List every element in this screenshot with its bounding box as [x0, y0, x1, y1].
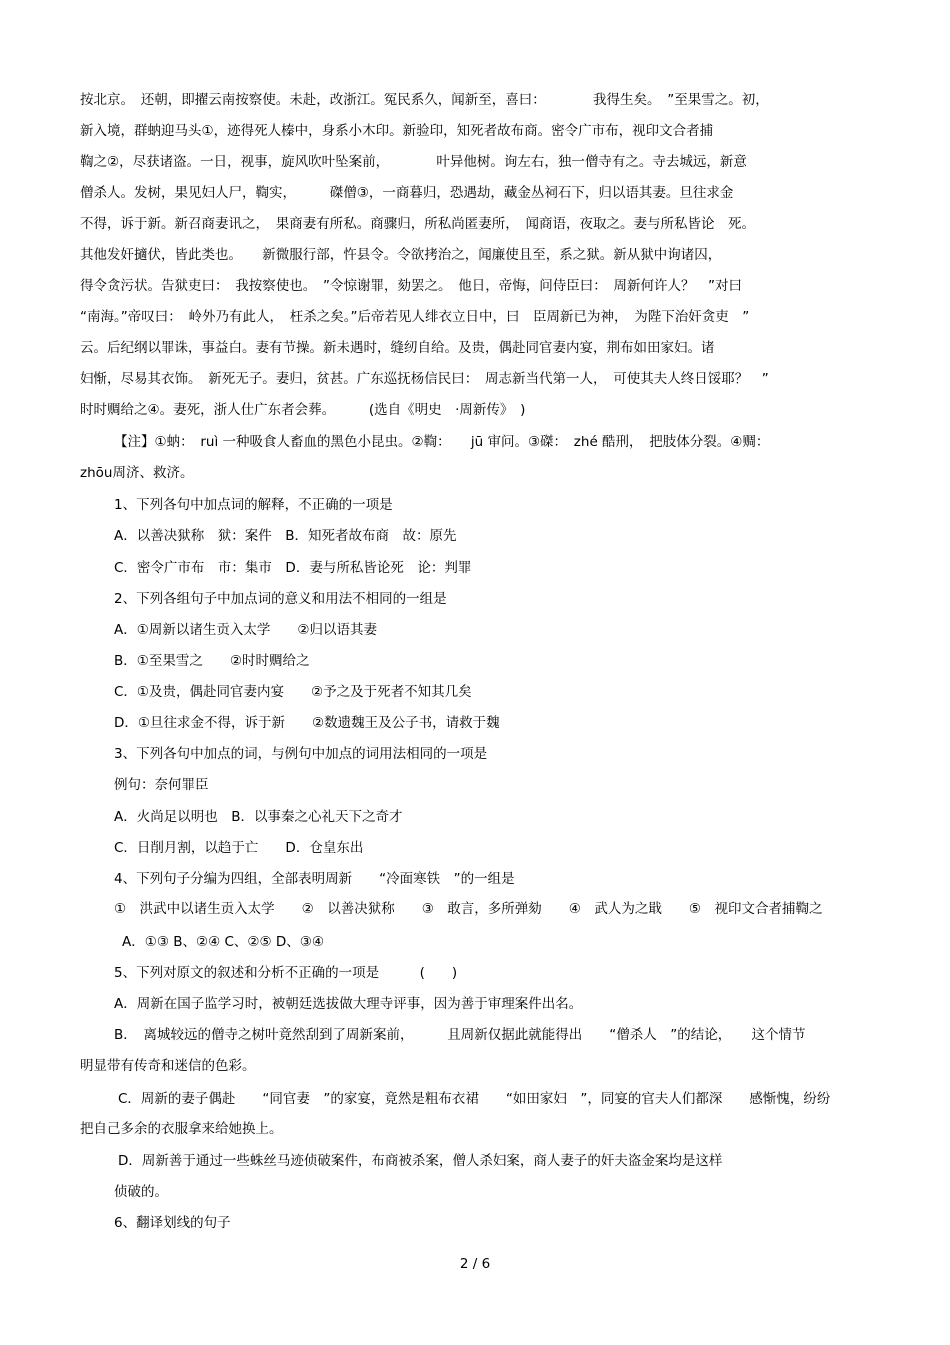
question-line: B．①至果雪之 ②时时赒给之 [114, 653, 310, 669]
question-line: 3、下列各句中加点的词，与例句中加点的词用法相同的一项是 [114, 746, 488, 762]
question-line: C．日削月割，以趋于亡 D．仓皇东出 [114, 840, 364, 856]
notes-line: 【注】①蚋： ruì 一种吸食人畜血的黑色小昆虫。②鞫： jū 审问。③磔： zhé 酷刑， 把肢体分裂。④赒： [114, 434, 770, 450]
question-line: 6、翻译划线的句子 [114, 1215, 231, 1231]
question-line: A．火尚足以明也 B．以事秦之心礼天下之奇才 [114, 809, 403, 825]
passage-line: 得令贪污状。告狱吏曰： 我按察使也。 ”令惊谢罪，劾罢之。 他日，帝悔，问侍臣曰： 周新何许人？ ”对曰 [80, 278, 742, 294]
question-line: 1、下列各句中加点词的解释，不正确的一项是 [114, 497, 393, 513]
passage-line: 僧杀人。发树，果见妇人尸，鞫实， 磔僧③，一商暮归，恐遇劫，藏金丛祠石下，归以语其妻。旦往求金 [80, 185, 734, 201]
question-line: D．①旦往求金不得，诉于新 ②数遗魏王及公子书，请救于魏 [114, 715, 500, 731]
question-line: 4、下列句子分编为四组，全部表明周新 “冷面寒铁 ”的一组是 [114, 871, 515, 887]
passage-line: 时时赒给之④。妻死，浙人仕广东者会葬。 (选自《明史 ·周新传》 ) [80, 402, 526, 418]
passage-line: 新入境，群蚋迎马头①，迹得死人榛中，身系小木印。新验印，知死者故布商。密令广市布，视印文合者捕 [80, 123, 714, 139]
passage-line: 其他发奸擿伏，皆此类也。 新微服行部，忤县令。令欲拷治之，闻廉使且至，系之狱。新从狱中询诸囚， [80, 247, 722, 263]
question-line: ① 洪武中以诸生贡入太学 ② 以善决狱称 ③ 敢言，多所弹劾 ④ 武人为之戢 ⑤ 视印文合者捕鞫之 [114, 901, 823, 917]
passage-line: 云。后纪纲以罪诛，事益白。妻有节操。新未遇时，缝纫自给。及贵，偶赴同官妻内宴，荆布如田家妇。诸 [80, 340, 715, 356]
question-line: A．以善决狱称 狱：案件 B．知死者故布商 故：原先 [114, 528, 457, 544]
question-line: C．密令广市布 市：集市 D．妻与所私皆论死 论：判罪 [114, 560, 472, 576]
question-line: 明显带有传奇和迷信的色彩。 [80, 1058, 256, 1074]
question-line: C．①及贵，偶赴同官妻内宴 ②予之及于死者不知其几矣 [114, 684, 472, 700]
question-line: C．周新的妻子偶赴 “同官妻 ”的家宴，竟然是粗布衣裙 “如田家妇 ”，同宴的官夫人们都深 感惭愧，纷纷 [118, 1091, 831, 1107]
passage-line: 按北京。 还朝，即擢云南按察使。未赴，改浙江。冤民系久，闻新至，喜曰： 我得生矣。 ”至果雪之。初， [80, 92, 769, 108]
question-line: B． 离城较远的僧寺之树叶竟然刮到了周新案前， 且周新仅据此就能得出 “僧杀人 ”的结论， 这个情节 [114, 1027, 806, 1043]
question-line: 侦破的。 [114, 1184, 168, 1200]
question-line: A．周新在国子监学习时，被朝廷选拔做大理寺评事，因为善于审理案件出名。 [114, 996, 583, 1012]
question-line: D．周新善于通过一些蛛丝马迹侦破案件，布商被杀案，僧人杀妇案，商人妻子的奸夫盗金案均是这样 [118, 1153, 723, 1169]
passage-line: 不得，诉于新。新召商妻讯之， 果商妻有所私。商骤归，所私尚匿妻所， 闻商语，夜取之。妻与所私皆论 死。 [80, 216, 755, 232]
question-line: 把自己多余的衣服拿来给她换上。 [80, 1121, 283, 1137]
passage-line: 鞫之②，尽获诸盗。一日，视事，旋风吹叶坠案前， 叶异他树。询左右，独一僧寺有之。寺去城远，新意 [80, 154, 747, 170]
notes-line: zhōu周济、救济。 [80, 465, 194, 481]
question-line: 2、下列各组句子中加点词的意义和用法不相同的一组是 [114, 591, 447, 607]
passage-line: 妇惭，尽易其衣饰。 新死无子。妻归，贫甚。广东巡抚杨信民曰： 周志新当代第一人， 可使其夫人终日馁耶？ ” [80, 371, 769, 387]
passage-line: “南海。”帝叹曰： 岭外乃有此人， 枉杀之矣。”后帝若见人绯衣立日中，曰 臣周新已为神， 为陛下治奸贪吏 ” [80, 309, 750, 325]
page-number: 2 / 6 [459, 1256, 491, 1272]
question-line: A．①周新以诸生贡入太学 ②归以语其妻 [114, 622, 377, 638]
question-line: 5、下列对原文的叙述和分析不正确的一项是 ( ) [114, 965, 458, 981]
question-line: A．①③ B、②④ C、②⑤ D、③④ [122, 934, 325, 950]
question-line: 例句：奈何罪臣 [114, 777, 209, 793]
